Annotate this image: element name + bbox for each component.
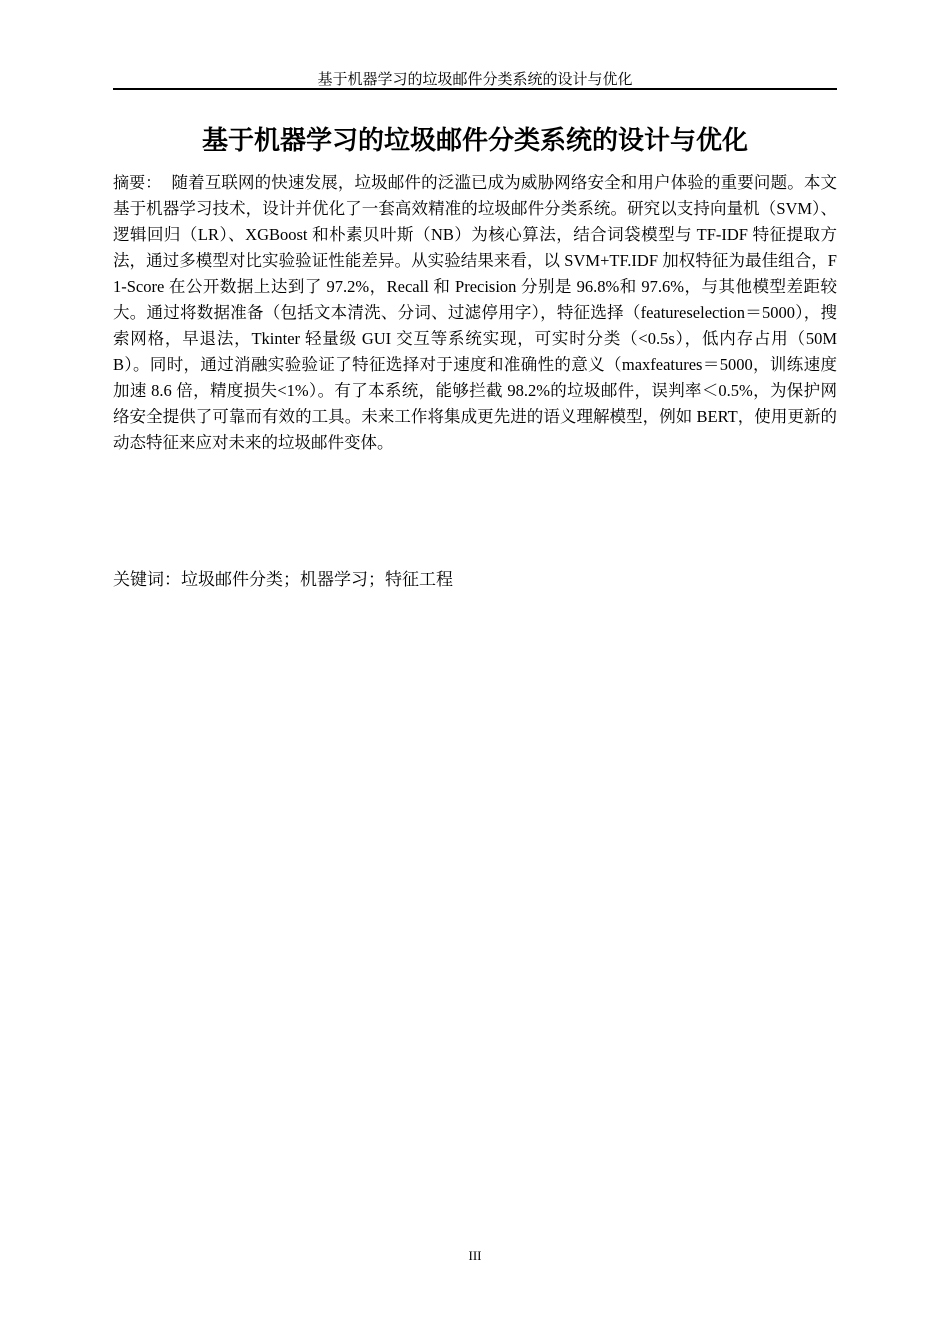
page-number: III [468,1248,482,1263]
header-rule [113,88,837,90]
keywords-line: 关键词：垃圾邮件分类；机器学习；特征工程 [113,570,453,590]
abstract-paragraph [113,170,837,456]
page-title: 基于机器学习的垃圾邮件分类系统的设计与优化 [201,126,748,156]
abstract-text: 随着互联网的快速发展，垃圾邮件的泛滥已成为威胁网络安全和用户体验的重要问题。本文基于机器学习技术，设计并优化了一套高效精准的垃圾邮件分类系统。研究以支持向量机（SVM）、逻辑回归（LR）、XGBoost 和朴素贝叶斯（NB）为核心算法，结合词袋模型与 TF-IDF 特征提取方法，通过多模型对比实验验证性能差异。从实验结果来看，以 SVM+TF.IDF 加权特征为最佳组合，F1-Score 在公开数据上达到了 97.2%，Recall 和 Precision 分别是 96.8%和 97.6%，与其他模型差距较大。通过将数据准备（包括文本清洗、分词、过滤停用字），特征选择（featureselection＝5000），搜索网格，早退法，Tkinter 轻量级 GUI 交互等系统实现，可实时分类（<0.5s），低内存占用（50MB）。同时，通过消融实验验证了特征选择对于速度和准确性的意义（maxfeatures＝5000，训练速度加速 8.6 倍，精度损失<1%）。有了本系统，能够拦截 98.2%的垃圾邮件，误判率＜0.5%，为保护网络安全提供了可靠而有效的工具。未来工作将集成更先进的语义理解模型，例如 BERT，使用更新的动态特征来应对未来的垃圾邮件变体。 [113,173,837,452]
running-header: 基于机器学习的垃圾邮件分类系统的设计与优化 [317,70,633,88]
abstract-label: 摘要： [113,173,162,192]
